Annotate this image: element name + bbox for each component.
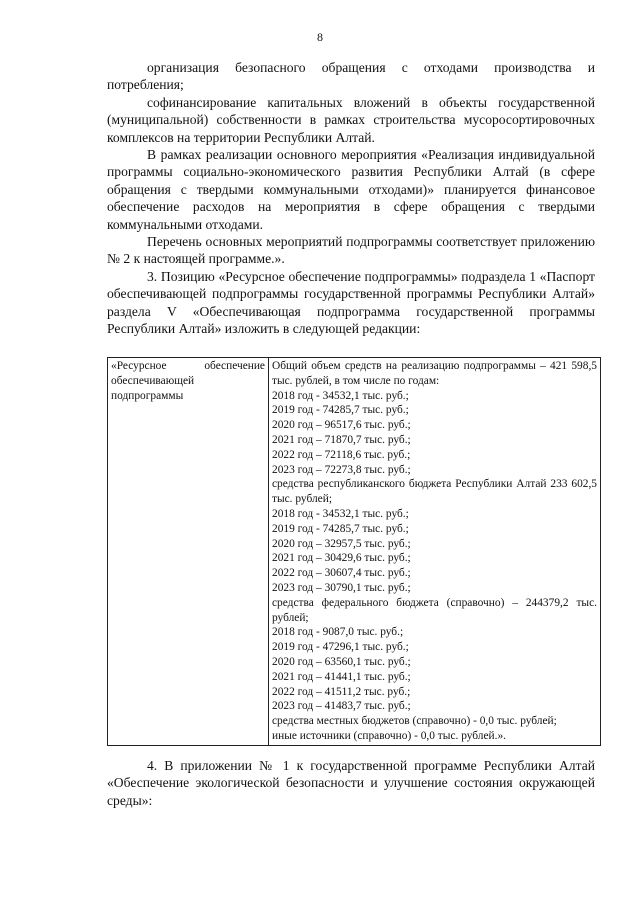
table-value-cell xyxy=(269,358,601,746)
table-row xyxy=(108,358,601,746)
table-line: средства местных бюджетов (справочно) - 0,0 тыс. рублей; xyxy=(272,715,557,728)
table-label-cell: «Ресурсное обеспечение обеспечивающей подпрограммы xyxy=(108,358,269,746)
paragraph: организация безопасного обращения с отходами производства и потребления; xyxy=(107,60,595,93)
table-line: иные источники (справочно) - 0,0 тыс. рублей.». xyxy=(272,729,507,742)
table-line: 2022 год – 72118,6 тыс. руб.; xyxy=(272,448,411,461)
paragraph: 3. Позицию «Ресурсное обеспечение подпрограммы» подраздела 1 «Паспорт обеспечивающей подпрограммы государственной программы Республики Алтай» раздела V «Обеспечивающая подпрограмма государственной программы Республики Алтай» изложить в следующей редакции: xyxy=(107,268,595,337)
paragraph: 4. В приложении № 1 к государственной программе Республики Алтай «Обеспечение экологической безопасности и улучшение состояния окружающей среды»: xyxy=(107,758,595,808)
table-line: 2023 год – 30790,1 тыс. руб.; xyxy=(272,581,411,594)
table-line: 2022 год – 30607,4 тыс. руб.; xyxy=(272,567,411,580)
tail-text xyxy=(107,757,595,809)
table-line: 2021 год – 71870,7 тыс. руб.; xyxy=(272,433,411,446)
paragraph: софинансирование капитальных вложений в объекты государственной (муниципальной) собственности в рамках строительства мусоросортировочных комплексов на территории Республики Алтай. xyxy=(107,94,595,145)
paragraph: В рамках реализации основного мероприятия «Реализация индивидуальной программы социально-экономического развития Республики Алтай (в сфере обращения с твердыми коммунальными отходами)» планируется финансовое обеспечение расходов на мероприятия в сфере обращения с твердыми коммунальными отходами. xyxy=(107,147,595,232)
page-number: 8 xyxy=(317,30,323,44)
table-line: 2018 год - 34532,1 тыс. руб.; xyxy=(272,389,409,402)
table-line: 2018 год - 9087,0 тыс. руб.; xyxy=(272,626,404,639)
table-line: Общий объем средств на реализацию подпрограммы – 421 598,5 тыс. рублей, в том числе по годам: xyxy=(272,360,597,387)
table-line: 2020 год – 32957,5 тыс. руб.; xyxy=(272,537,411,550)
table-line: 2019 год - 47296,1 тыс. руб.; xyxy=(272,641,409,654)
table-line: 2023 год – 41483,7 тыс. руб.; xyxy=(272,700,411,713)
table-line: 2021 год – 41441,1 тыс. руб.; xyxy=(272,670,411,683)
resource-table xyxy=(107,357,601,746)
paragraph: Перечень основных мероприятий подпрограммы соответствует приложению № 2 к настоящей программе.». xyxy=(107,234,595,267)
table-line: средства республиканского бюджета Республики Алтай 233 602,5 тыс. рублей; xyxy=(272,478,597,506)
table-line: средства федерального бюджета (справочно) – 244379,2 тыс. рублей; xyxy=(272,596,597,624)
table-line: 2018 год - 34532,1 тыс. руб.; xyxy=(272,507,409,520)
table-line: 2021 год – 30429,6 тыс. руб.; xyxy=(272,552,411,565)
table-line: 2023 год – 72273,8 тыс. руб.; xyxy=(272,463,411,476)
table-line: 2020 год – 96517,6 тыс. руб.; xyxy=(272,419,411,432)
table-line: 2019 год - 74285,7 тыс. руб.; xyxy=(272,522,409,535)
table-line: 2019 год - 74285,7 тыс. руб.; xyxy=(272,404,409,417)
table-line: 2022 год – 41511,2 тыс. руб.; xyxy=(272,685,411,698)
table-line: 2020 год – 63560,1 тыс. руб.; xyxy=(272,655,411,668)
body-text xyxy=(107,59,595,338)
